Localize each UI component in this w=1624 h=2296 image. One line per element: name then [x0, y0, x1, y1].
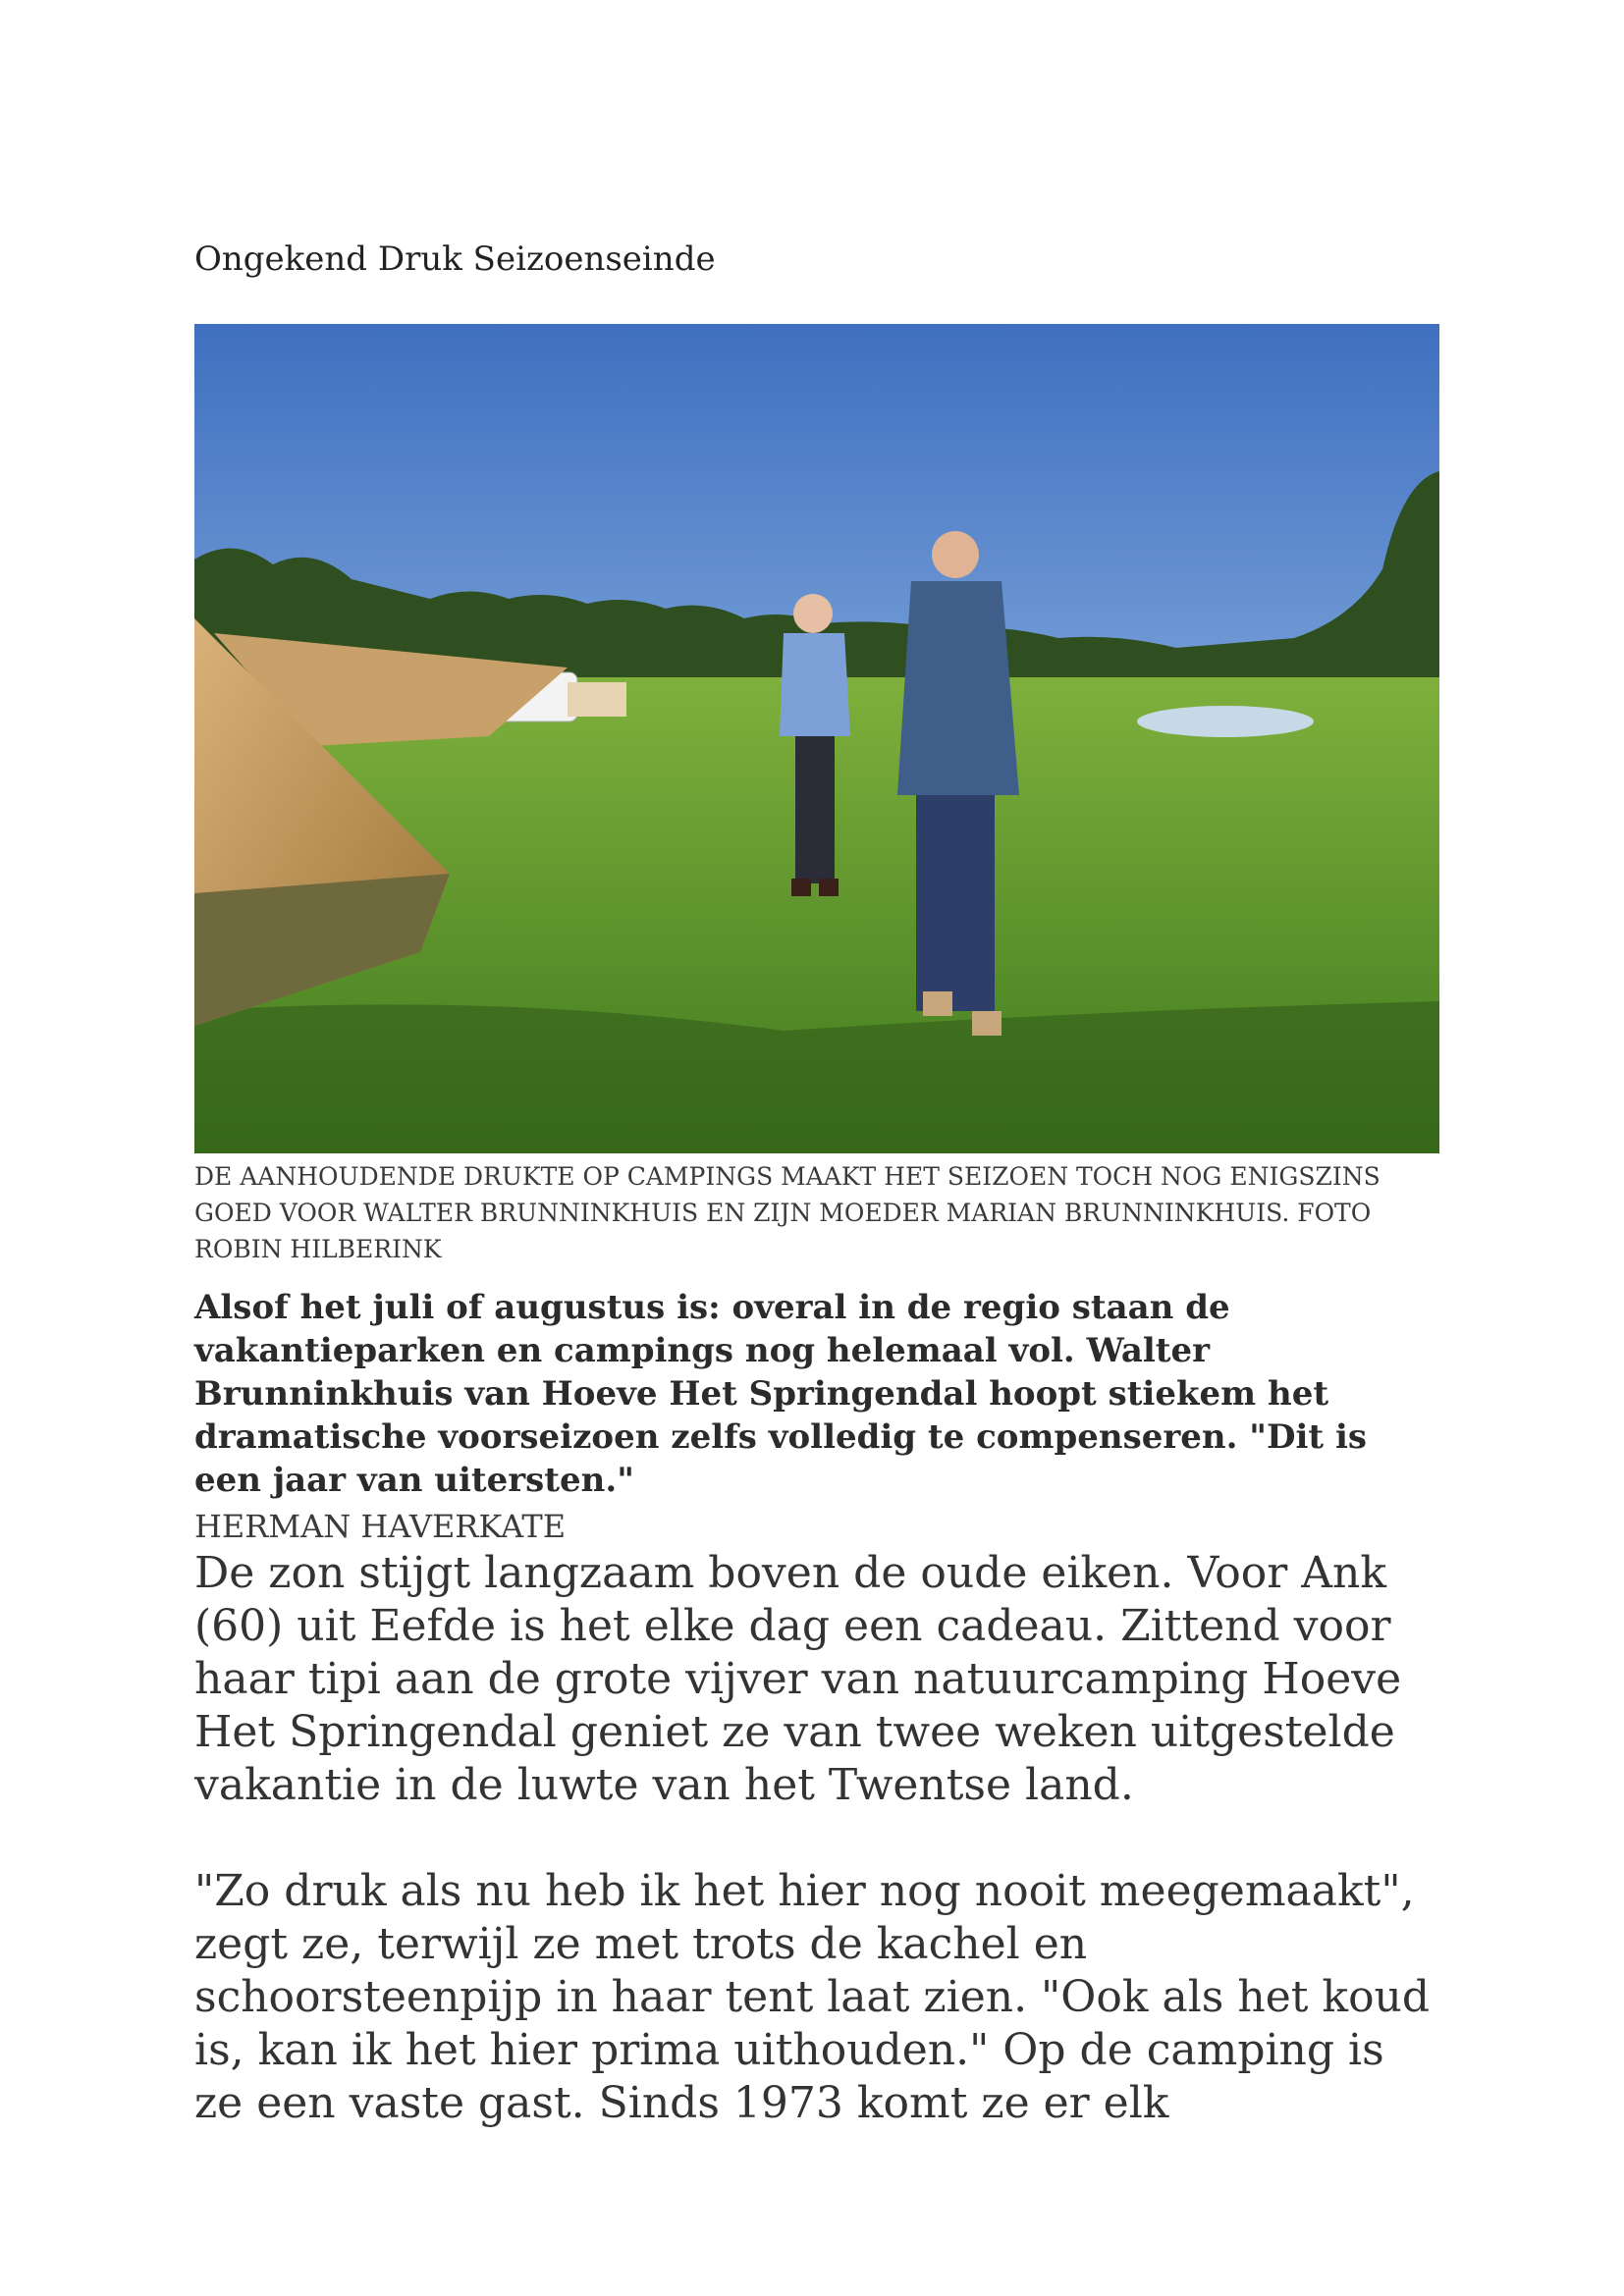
article-photo [194, 324, 1439, 1153]
body-paragraph: De zon stijgt langzaam boven de oude eiken. Voor Ank (60) uit Eefde is het elke dag een cadeau. Zittend voor haar tipi aan de grote vijver van natuurcamping Hoeve Het Springendal geniet ze van twee weken uitgestelde vakantie in de luwte van het Twentse land. [194, 1548, 1402, 1810]
photo-caption: DE AANHOUDENDE DRUKTE OP CAMPINGS MAAKT HET SEIZOEN TOCH NOG ENIGSZINS GOED VOOR WALTER BRUNNINKHUIS EN ZIJN MOEDER MARIAN BRUNNINKHUIS. FOTO ROBIN HILBERINK [194, 1162, 1380, 1263]
article-lead: Alsof het juli of augustus is: overal in de regio staan de vakantieparken en campings nog helemaal vol. Walter Brunninkhuis van Hoeve Het Springendal hoopt stiekem het dramatische voorseizoen zelfs volledig te compenseren. "Dit is een jaar van uitersten." [194, 1288, 1368, 1500]
body-paragraph: "Zo druk als nu heb ik het hier nog nooit meegemaakt", zegt ze, terwijl ze met trots de kachel en schoorsteenpijp in haar tent laat zien. "Ook als het koud is, kan ik het hier prima uithouden." Op de camping is ze een vaste gast. Sinds 1973 komt ze er elk [194, 1866, 1431, 2128]
article-title: Ongekend Druk Seizoenseinde [194, 240, 716, 279]
article-body [194, 1547, 1439, 2183]
author-byline: HERMAN HAVERKATE [194, 1508, 567, 1545]
tent-small [568, 682, 626, 717]
pond [1137, 706, 1314, 737]
